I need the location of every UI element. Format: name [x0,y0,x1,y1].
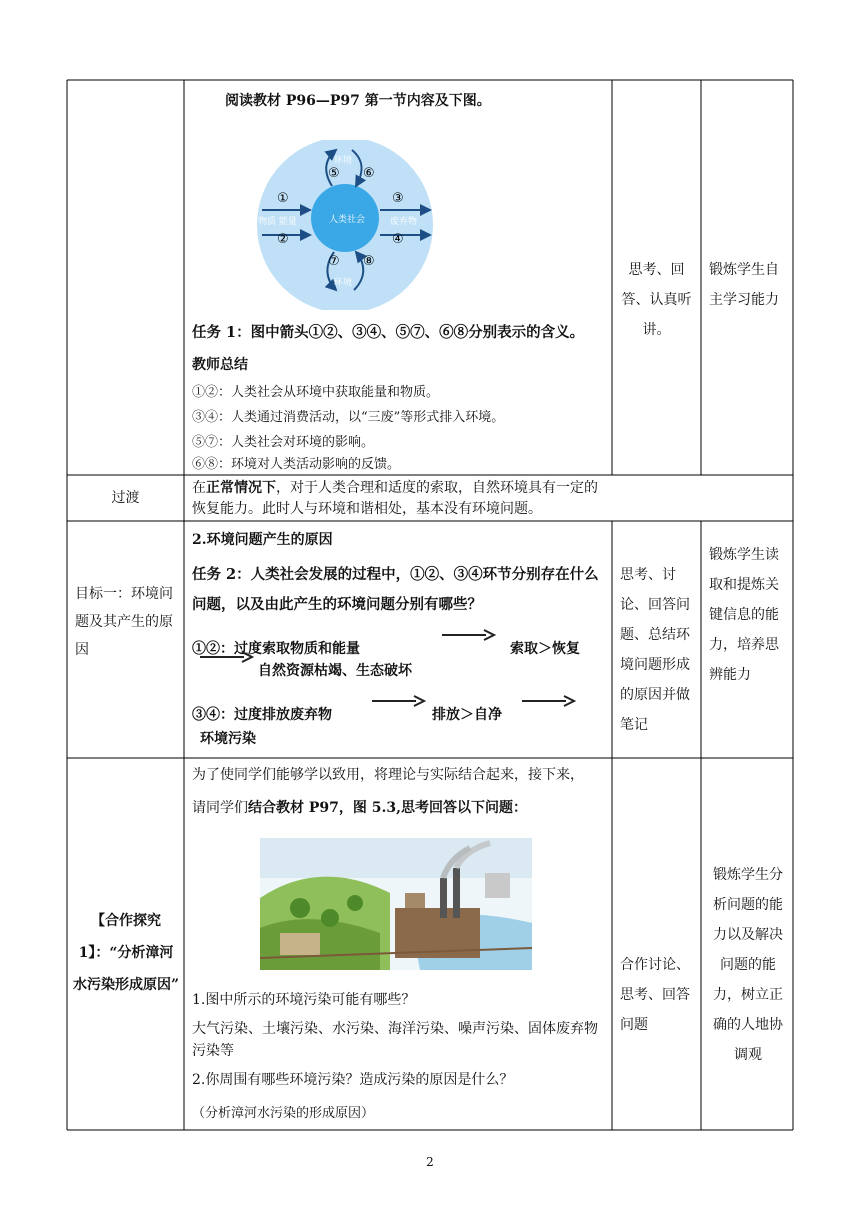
diagram-num-4: ④ [392,232,404,247]
row2-text-bold: 正常情况下 [206,480,276,496]
row1-summary-2: ③④：人类通过消费活动，以“三废”等形式排入环境。 [192,410,505,425]
row4-student-activity: 合作讨论、思考、回答问题 [620,957,690,1033]
diagram-top-label: 环境 [334,156,353,166]
row3-line2-b: 排放＞自净 [432,707,502,723]
row4-label: 【合作探究 1】：“分析漳河水污染形成原因” [72,913,180,993]
diagram-center-label: 人类社会 [329,215,366,225]
arrow-icon [198,650,254,664]
row3-line2-a: ③④：过度排放废弃物 [192,707,332,723]
row1-summary-1: ①②：人类社会从环境中获取能量和物质。 [192,385,440,400]
row1-summary-4: ⑥⑧：环境对人类活动影响的反馈。 [192,457,401,472]
row1-student-activity: 思考、回答、认真听讲。 [621,262,692,338]
diagram-num-1: ① [277,191,289,206]
diagram-num-5: ⑤ [328,166,340,181]
diagram-num-8: ⑧ [363,254,375,269]
page-number: 2 [426,1155,434,1169]
row3-line1-a: ①②：过度索取物质和能量 [192,641,360,657]
row4-answer-1: 大气污染、土壤污染、水污染、海洋污染、噪声污染、固体废弃物污染等 [192,1021,598,1059]
row3-label: 目标一：环境问题及其产生的原因 [75,586,173,658]
row1-task: 任务 1：图中箭头①②、③④、⑤⑦、⑥⑧分别表示的含义。 [192,324,585,341]
arrow-icon [370,694,426,708]
row2-text-post: ，对于人类合理和适度的索取，自然环境具有一定的恢复能力。此时人与环境和谐相处，基本没有环境问题。 [192,480,598,517]
diagram-left-label: 物质 能量 [258,217,297,227]
arrow-icon [440,628,496,642]
industrial-pollution-illustration [260,838,532,970]
row4-intro-2 [192,798,527,818]
diagram-num-2: ② [277,232,289,247]
row3-line1-b: 索取＞恢复 [510,641,580,657]
row4-intro-2-pre: 请同学们 [192,800,248,816]
row1-teaching-goal: 锻炼学生自主学习能力 [709,262,779,308]
row3-line2-c: 环境污染 [200,731,256,747]
diagram-right-label: 废弃物 [390,217,418,227]
row4-teaching-goal: 锻炼学生分析问题的能力以及解决问题的能力，树立正确的人地协调观 [713,867,783,1063]
row4-intro-2-bold: 结合教材 P97，图 5.3,思考回答以下问题： [248,800,527,816]
row1-summary-heading: 教师总结 [192,357,248,373]
diagram-num-7: ⑦ [328,254,340,269]
row4-answer-2: （分析漳河水污染的形成原因） [192,1106,375,1121]
row2-text [192,478,604,520]
row4-question-2: 2.你周围有哪些环境污染？造成污染的原因是什么？ [192,1072,514,1088]
row1-summary-3: ⑤⑦：人类社会对环境的影响。 [192,435,375,450]
human-environment-diagram [250,140,440,310]
row2-label: 过渡 [111,490,140,506]
diagram-bottom-label: 环境 [334,278,353,288]
row1-intro: 阅读教材 P96—P97 第一节内容及下图。 [225,93,491,109]
row3-heading: 2.环境问题产生的原因 [192,532,333,548]
row4-intro-1: 为了使同学们能够学以致用，将理论与实际结合起来，接下来， [192,767,584,783]
row3-task: 任务 2：人类社会发展的过程中，①②、③④环节分别存在什么问题，以及由此产生的环境问题分别有哪些？ [192,566,599,613]
row2-text-pre: 在 [192,480,206,496]
diagram-num-6: ⑥ [363,166,375,181]
row3-student-activity: 思考、讨论、回答问题、总结环境问题形成的原因并做笔记 [620,567,690,733]
row4-question-1: 1.图中所示的环境污染可能有哪些？ [192,992,416,1008]
arrow-icon [520,694,576,708]
row3-teaching-goal: 锻炼学生读取和提炼关键信息的能力，培养思辨能力 [709,547,779,683]
diagram-num-3: ③ [392,191,404,206]
row3-line1-c: 自然资源枯竭、生态破坏 [258,663,412,679]
